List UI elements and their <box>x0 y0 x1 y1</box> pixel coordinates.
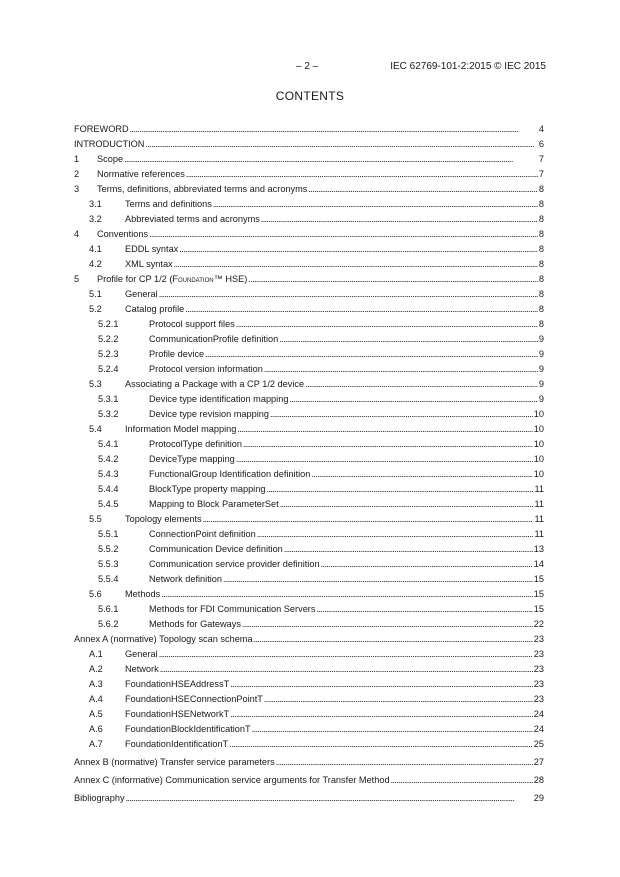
toc-entry-number: 5.6 <box>89 589 102 599</box>
toc-entry[interactable] <box>74 122 544 137</box>
toc-entry-title: Methods for Gateways <box>149 619 241 629</box>
toc-entry-page: 8 <box>538 274 544 284</box>
toc-entry-page: 8 <box>538 229 544 239</box>
toc-entry-page: 8 <box>538 199 544 209</box>
dot-leader <box>248 272 538 287</box>
dot-leader <box>223 572 533 587</box>
toc-entry-page: 9 <box>538 364 544 374</box>
dot-leader <box>149 227 538 242</box>
toc-entry-page: 15 <box>533 574 544 584</box>
dot-leader <box>276 755 533 770</box>
toc-entry[interactable] <box>74 707 544 722</box>
toc-entry-title: Terms and definitions <box>125 199 212 209</box>
toc-entry[interactable] <box>74 482 544 497</box>
toc-entry[interactable] <box>74 527 544 542</box>
contents-title: CONTENTS <box>275 89 345 103</box>
toc-entry-page: 9 <box>538 334 544 344</box>
toc-entry[interactable] <box>74 572 544 587</box>
toc-entry-title: Conventions <box>97 229 149 239</box>
toc-entry-number: 3.2 <box>89 214 102 224</box>
toc-entry-number: 5.4.5 <box>98 499 119 509</box>
toc-entry-number: 5.4.3 <box>98 469 119 479</box>
toc-entry[interactable] <box>74 167 544 182</box>
toc-entry-title: Catalog profile <box>125 304 185 314</box>
toc-entry[interactable] <box>74 632 544 647</box>
toc-entry-page: 15 <box>533 589 544 599</box>
toc-entry-page: 25 <box>533 739 544 749</box>
toc-entry-page: 10 <box>533 424 544 434</box>
toc-entry-page: 10 <box>533 439 544 449</box>
toc-entry[interactable] <box>74 512 544 527</box>
dot-leader <box>264 692 533 707</box>
dot-leader <box>185 302 538 317</box>
toc-entry-title: Profile device <box>149 349 205 359</box>
toc-entry-page: 9 <box>538 379 544 389</box>
toc-entry-page: 23 <box>533 649 544 659</box>
toc-entry-title: ConnectionPoint definition <box>149 529 256 539</box>
toc-entry-number: 5.2.1 <box>98 319 119 329</box>
toc-entry-title: Profile for CP 1/2 (Foundation™ HSE) <box>97 274 248 284</box>
toc-entry-title: CommunicationProfile definition <box>149 334 279 344</box>
toc-entry-title: XML syntax <box>125 259 173 269</box>
toc-entry[interactable] <box>74 377 544 392</box>
toc-entry-page: 11 <box>534 499 544 509</box>
toc-entry-title: Protocol version information <box>149 364 263 374</box>
dot-leader <box>311 467 532 482</box>
toc-entry[interactable] <box>74 722 544 737</box>
toc-entry-title: FoundationHSENetworkT <box>125 709 230 719</box>
toc-entry-title: Communication Device definition <box>149 544 283 554</box>
table-of-contents <box>74 122 544 806</box>
toc-entry-page: 8 <box>538 304 544 314</box>
toc-entry-title: EDDL syntax <box>125 244 179 254</box>
dot-leader <box>236 317 538 332</box>
dot-leader <box>289 392 537 407</box>
dot-leader <box>243 437 533 452</box>
toc-entry-number: A.6 <box>89 724 103 734</box>
toc-entry-page: 22 <box>533 619 544 629</box>
dot-leader <box>266 482 533 497</box>
toc-entry-number: 5.3.1 <box>98 394 119 404</box>
dot-leader <box>280 497 534 512</box>
toc-entry[interactable] <box>74 182 544 197</box>
toc-entry-title: FoundationHSEConnectionPointT <box>125 694 263 704</box>
toc-entry[interactable] <box>74 227 544 242</box>
toc-entry-number: 1 <box>74 154 80 164</box>
toc-entry[interactable] <box>74 302 544 317</box>
toc-entry[interactable] <box>74 587 544 602</box>
toc-entry-title: FoundationBlockIdentificationT <box>125 724 251 734</box>
toc-entry-number: 5.4 <box>89 424 102 434</box>
dot-leader <box>213 197 538 212</box>
toc-entry[interactable] <box>74 272 544 287</box>
toc-entry-title: Normative references <box>97 169 185 179</box>
toc-entry-number: A.7 <box>89 739 103 749</box>
toc-entry[interactable] <box>74 602 544 617</box>
dot-leader <box>264 362 538 377</box>
toc-entry-page: 11 <box>534 514 544 524</box>
toc-entry[interactable] <box>74 347 544 362</box>
toc-entry-number: A.5 <box>89 709 103 719</box>
toc-entry-page: 14 <box>533 559 544 569</box>
toc-entry-page: 7 <box>538 169 544 179</box>
toc-entry-title: INTRODUCTION <box>74 139 145 149</box>
toc-entry[interactable] <box>74 362 544 377</box>
toc-entry-page: 11 <box>534 484 544 494</box>
toc-entry[interactable] <box>74 737 544 752</box>
toc-entry-number: 5.5.3 <box>98 559 119 569</box>
toc-entry-title: Associating a Package with a CP 1/2 device <box>125 379 305 389</box>
dot-leader <box>145 137 537 152</box>
toc-entry-title: FunctionalGroup Identification definition <box>149 469 311 479</box>
dot-leader <box>174 257 538 272</box>
toc-entry-number: 5.4.4 <box>98 484 119 494</box>
dot-leader <box>279 332 538 347</box>
toc-entry-number: 4.2 <box>89 259 102 269</box>
dot-leader <box>160 662 533 677</box>
toc-entry-title: Annex C (informative) Communication service arguments for Transfer Method <box>74 775 390 785</box>
toc-entry-page: 8 <box>538 259 544 269</box>
toc-entry[interactable] <box>74 392 544 407</box>
toc-entry-page: 10 <box>533 454 544 464</box>
toc-entry-number: 4.1 <box>89 244 102 254</box>
toc-entry-title: Annex A (normative) Topology scan schema <box>74 634 253 644</box>
toc-entry-title: Topology elements <box>125 514 202 524</box>
toc-entry-page: 24 <box>533 709 544 719</box>
toc-entry[interactable] <box>74 755 544 770</box>
toc-entry[interactable] <box>74 452 544 467</box>
toc-entry-number: 5.2 <box>89 304 102 314</box>
toc-entry-page: 24 <box>533 724 544 734</box>
dot-leader <box>203 512 534 527</box>
dot-leader <box>186 167 538 182</box>
toc-entry-title: General <box>125 289 158 299</box>
toc-entry-number: 5.3 <box>89 379 102 389</box>
toc-entry-number: 5.5.2 <box>98 544 119 554</box>
toc-entry-number: 5.6.2 <box>98 619 119 629</box>
toc-entry[interactable] <box>74 617 544 632</box>
toc-entry[interactable] <box>74 422 544 437</box>
dot-leader <box>261 212 538 227</box>
toc-entry-page: 8 <box>538 319 544 329</box>
toc-entry-title: BlockType property mapping <box>149 484 266 494</box>
toc-entry-title: Methods for FDI Communication Servers <box>149 604 316 614</box>
toc-entry-page: 23 <box>533 679 544 689</box>
toc-entry-title: Network definition <box>149 574 223 584</box>
toc-entry-number: 4 <box>74 229 80 239</box>
dot-leader <box>229 737 533 752</box>
toc-entry-number: 5.2.3 <box>98 349 119 359</box>
dot-leader <box>126 791 533 806</box>
toc-entry[interactable] <box>74 287 544 302</box>
toc-entry-number: 5.5.4 <box>98 574 119 584</box>
toc-entry-number: 5.1 <box>89 289 102 299</box>
toc-entry[interactable] <box>74 647 544 662</box>
dot-leader <box>179 242 538 257</box>
toc-entry-page: 10 <box>533 409 544 419</box>
dot-leader <box>254 632 533 647</box>
toc-entry-number: 5 <box>74 274 80 284</box>
toc-entry[interactable] <box>74 137 544 152</box>
toc-entry-page: 7 <box>538 154 544 164</box>
toc-entry-number: 3.1 <box>89 199 102 209</box>
toc-entry-number: 5.5.1 <box>98 529 119 539</box>
toc-entry[interactable] <box>74 212 544 227</box>
toc-entry-number: A.3 <box>89 679 103 689</box>
toc-entry-page: 6 <box>538 139 544 149</box>
toc-entry-page: 23 <box>533 694 544 704</box>
toc-entry-number: A.1 <box>89 649 103 659</box>
dot-leader <box>161 587 533 602</box>
page-number: – 2 – <box>296 61 319 72</box>
dot-leader <box>257 527 534 542</box>
dot-leader <box>316 602 532 617</box>
toc-entry-title: Device type revision mapping <box>149 409 270 419</box>
toc-entry[interactable] <box>74 467 544 482</box>
toc-entry[interactable] <box>74 542 544 557</box>
toc-entry-number: 5.5 <box>89 514 102 524</box>
toc-entry-page: 27 <box>533 757 544 767</box>
toc-entry[interactable] <box>74 317 544 332</box>
toc-entry-page: 10 <box>533 469 544 479</box>
dot-leader <box>305 377 538 392</box>
toc-entry-title: General <box>125 649 158 659</box>
dot-leader <box>308 182 537 197</box>
toc-entry[interactable] <box>74 437 544 452</box>
toc-entry-page: 29 <box>533 793 544 803</box>
toc-entry-title: ProtocolType definition <box>149 439 242 449</box>
toc-entry-page: 13 <box>533 544 544 554</box>
toc-entry-page: 23 <box>533 664 544 674</box>
toc-entry-title: Network <box>125 664 159 674</box>
toc-entry-page: 28 <box>533 775 544 785</box>
toc-entry-page: 15 <box>533 604 544 614</box>
toc-entry-page: 8 <box>538 214 544 224</box>
toc-entry[interactable] <box>74 791 544 806</box>
dot-leader <box>391 773 533 788</box>
toc-entry-title: Protocol support files <box>149 319 235 329</box>
document-reference: IEC 62769-101-2:2015 © IEC 2015 <box>390 61 546 72</box>
toc-entry-title: FoundationHSEAddressT <box>125 679 230 689</box>
toc-entry-title: Annex B (normative) Transfer service parameters <box>74 757 275 767</box>
toc-entry[interactable] <box>74 407 544 422</box>
dot-leader <box>130 122 538 137</box>
dot-leader <box>242 617 533 632</box>
toc-entry-number: 5.6.1 <box>98 604 119 614</box>
toc-entry-page: 9 <box>538 349 544 359</box>
toc-entry-page: 8 <box>538 184 544 194</box>
toc-entry-number: 5.4.2 <box>98 454 119 464</box>
toc-entry-page: 9 <box>538 394 544 404</box>
dot-leader <box>321 557 533 572</box>
page-header <box>0 60 620 74</box>
dot-leader <box>205 347 538 362</box>
toc-entry-title: DeviceType mapping <box>149 454 235 464</box>
foundation-trademark: Foundation <box>172 274 214 284</box>
toc-entry[interactable] <box>74 257 544 272</box>
toc-entry-title: Terms, definitions, abbreviated terms and acronyms <box>97 184 308 194</box>
toc-entry[interactable] <box>74 242 544 257</box>
dot-leader <box>236 452 533 467</box>
toc-entry-title: Bibliography <box>74 793 125 803</box>
toc-entry-number: 5.2.2 <box>98 334 119 344</box>
toc-entry-title: Abbreviated terms and acronyms <box>125 214 260 224</box>
dot-leader <box>159 647 533 662</box>
toc-entry[interactable] <box>74 677 544 692</box>
toc-entry-title: Communication service provider definition <box>149 559 320 569</box>
toc-entry[interactable] <box>74 773 544 788</box>
toc-entry-title: Mapping to Block ParameterSet <box>149 499 279 509</box>
dot-leader <box>159 287 538 302</box>
toc-entry[interactable] <box>74 692 544 707</box>
dot-leader <box>284 542 533 557</box>
toc-entry-number: 5.3.2 <box>98 409 119 419</box>
dot-leader <box>124 152 538 167</box>
toc-entry-title: Scope <box>97 154 124 164</box>
toc-entry[interactable] <box>74 197 544 212</box>
toc-entry-page: 8 <box>538 289 544 299</box>
toc-entry[interactable] <box>74 497 544 512</box>
toc-entry[interactable] <box>74 152 544 167</box>
dot-leader <box>230 677 533 692</box>
toc-entry-number: A.4 <box>89 694 103 704</box>
toc-entry-number: 3 <box>74 184 80 194</box>
toc-entry[interactable] <box>74 662 544 677</box>
toc-entry-title: Information Model mapping <box>125 424 237 434</box>
toc-entry-number: 5.2.4 <box>98 364 119 374</box>
toc-entry-page: 4 <box>538 124 544 134</box>
toc-entry-page: 8 <box>538 244 544 254</box>
dot-leader <box>270 407 533 422</box>
dot-leader <box>252 722 533 737</box>
toc-entry-title: FOREWORD <box>74 124 129 134</box>
dot-leader <box>237 422 532 437</box>
toc-entry-title: Methods <box>125 589 161 599</box>
toc-entry-page: 11 <box>534 529 544 539</box>
toc-entry-number: 5.4.1 <box>98 439 119 449</box>
toc-entry-page: 23 <box>533 634 544 644</box>
toc-entry[interactable] <box>74 332 544 347</box>
toc-entry-number: A.2 <box>89 664 103 674</box>
toc-entry-title: FoundationIdentificationT <box>125 739 229 749</box>
toc-entry[interactable] <box>74 557 544 572</box>
dot-leader <box>230 707 533 722</box>
toc-entry-number: 2 <box>74 169 80 179</box>
toc-entry-title: Device type identification mapping <box>149 394 289 404</box>
